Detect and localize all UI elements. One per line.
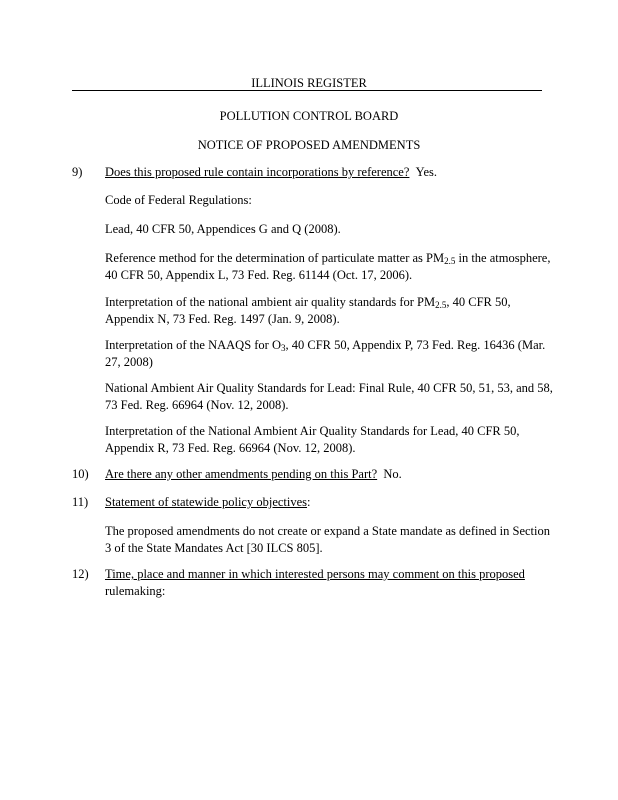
ref-pm25-interpretation-line2: Appendix N, 73 Fed. Reg. 1497 (Jan. 9, 2008). [105, 312, 340, 326]
register-title: ILLINOIS REGISTER [251, 76, 367, 90]
ref-lead-appendices: Lead, 40 CFR 50, Appendices G and Q (2008). [105, 222, 341, 236]
ref-pm25-method-line2: 40 CFR 50, Appendix L, 73 Fed. Reg. 61144 (Oct. 17, 2006). [105, 268, 413, 282]
item-9-question: Does this proposed rule contain incorporations by reference? [105, 165, 410, 179]
item-12-line1: Time, place and manner in which interested persons may comment on this proposed [105, 567, 525, 581]
ref-lead-final-rule [105, 380, 553, 414]
ref-lead-interpretation [105, 423, 545, 457]
ref-lead-interpretation-line2: Appendix R, 73 Fed. Reg. 66964 (Nov. 12, 2008). [105, 441, 356, 455]
item-11-body-line1: The proposed amendments do not create or expand a State mandate as defined in Section [105, 524, 550, 538]
item-9-answer: Yes. [415, 165, 437, 179]
agency-title: POLLUTION CONTROL BOARD [219, 109, 399, 123]
ref-o3-interpretation-line1: Interpretation of the NAAQS for $O_3$, 40 CFR 50, Appendix P, 73 Fed. Reg. 16436 (Mar. [105, 338, 546, 353]
item-10-question: Are there any other amendments pending on this Part? [105, 467, 378, 481]
header-rule [72, 90, 542, 91]
ref-pm25-method-line1: Reference method for the determination of particulate matter as $PM_{2.5}$ in the atmosphere, [105, 251, 551, 266]
item-12-number: 12) [72, 567, 89, 581]
item-10-answer: No. [383, 467, 402, 481]
item-11-body [105, 523, 550, 557]
notice-title: NOTICE OF PROPOSED AMENDMENTS [197, 138, 421, 152]
item-12-text [105, 566, 545, 600]
item-10-text [105, 466, 545, 483]
ref-lead-final-rule-line2: 73 Fed. Reg. 66964 (Nov. 12, 2008). [105, 398, 289, 412]
ref-lead-interpretation-line1: Interpretation of the National Ambient Air Quality Standards for Lead, 40 CFR 50, [105, 424, 520, 438]
item-11-heading: Statement of statewide policy objectives [105, 495, 308, 509]
item-9-number: 9) [72, 165, 83, 179]
item-10-number: 10) [72, 467, 89, 481]
item-11-body-line2: 3 of the State Mandates Act [30 ILCS 805]. [105, 541, 323, 555]
ref-o3-interpretation-line2: 27, 2008) [105, 355, 153, 369]
ref-pm25-interpretation [105, 294, 545, 328]
ref-lead-final-rule-line1: National Ambient Air Quality Standards for Lead: Final Rule, 40 CFR 50, 51, 53, and 58, [105, 381, 553, 395]
cfr-heading: Code of Federal Regulations: [105, 193, 252, 207]
ref-pm25-interpretation-line1: Interpretation of the national ambient air quality standards for $PM_{2.5}$, 40 CFR 50, [105, 295, 511, 310]
item-11-number: 11) [72, 495, 89, 509]
ref-pm25-method [105, 250, 551, 284]
item-11-heading-line: Statement of statewide policy objectives: [105, 495, 311, 509]
item-12-line2: rulemaking: [105, 584, 166, 598]
item-9-text [105, 164, 545, 181]
ref-o3-interpretation [105, 337, 545, 371]
